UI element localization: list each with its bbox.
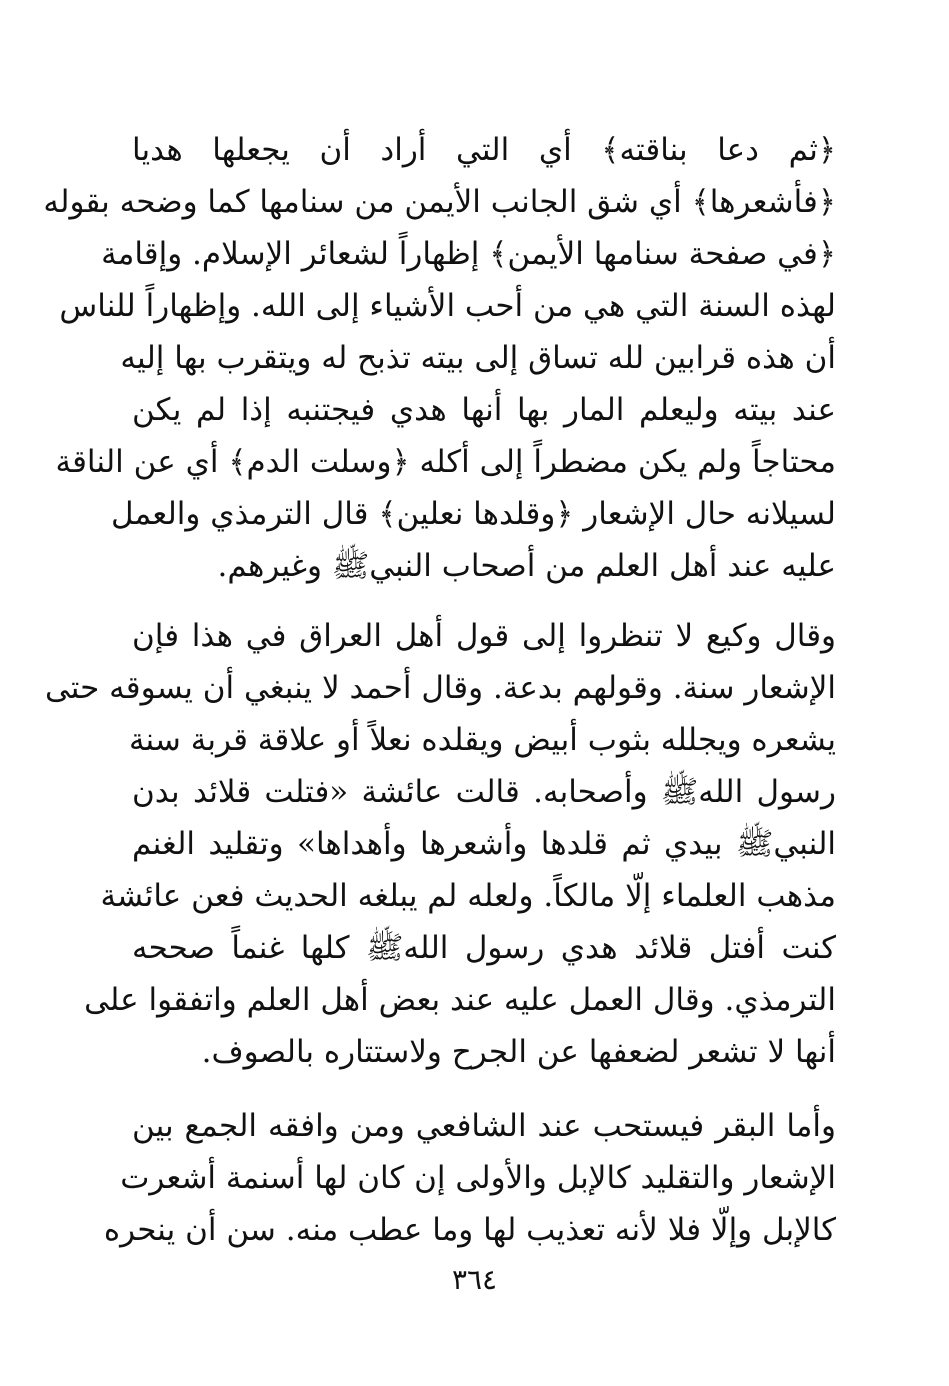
text-line: رسول اللهﷺ وأصحابه. قالت عائشة «فتلت قلائد بدن <box>132 774 836 810</box>
paragraph-2 <box>44 610 836 1078</box>
text-line: عند بيته وليعلم المار بها أنها هدي فيجتنبه إذا لم يكن <box>132 392 836 428</box>
paragraph-1 <box>43 124 836 592</box>
text-line: كنت أفتل قلائد هدي رسول اللهﷺ كلها غنماً صححه <box>132 930 836 966</box>
text-line: يشعره ويجلله بثوب أبيض ويقلده نعلاً أو علاقة قربة سنة <box>128 722 836 758</box>
text-line: لسيلانه حال الإشعار ﴿وقلدها نعلين﴾ قال الترمذي والعمل <box>110 496 836 532</box>
page-number: ٣٦٤ <box>451 1263 498 1296</box>
text-line: ﴿فأشعرها﴾ أي شق الجانب الأيمن من سنامها كما وضحه بقوله <box>43 184 836 220</box>
paragraph-3 <box>103 1100 836 1256</box>
text-line: مذهب العلماء إلّا مالكاً. ولعله لم يبلغه الحديث فعن عائشة <box>100 878 836 914</box>
text-line: أنها لا تشعر لضعفها عن الجرح ولاستتاره بالصوف. <box>201 1034 836 1070</box>
text-line: وأما البقر فيستحب عند الشافعي ومن وافقه الجمع بين <box>132 1108 836 1144</box>
text-line: عليه عند أهل العلم من أصحاب النبيﷺ وغيرهم. <box>217 548 836 584</box>
text-line: أن هذه قرابين لله تساق إلى بيته تذبح له ويتقرب بها إليه <box>120 340 836 376</box>
text-line: الإشعار والتقليد كالإبل والأولى إن كان لها أسنمة أشعرت <box>120 1160 836 1196</box>
text-line: وقال وكيع لا تنظروا إلى قول أهل العراق في هذا فإن <box>132 618 836 654</box>
text-line: الترمذي. وقال العمل عليه عند بعض أهل العلم واتفقوا على <box>84 982 836 1018</box>
text-line: ﴿ثم دعا بناقته﴾ أي التي أراد أن يجعلها هديا <box>132 132 836 168</box>
text-line: محتاجاً ولم يكن مضطراً إلى أكله ﴿وسلت الدم﴾ أي عن الناقة <box>55 444 836 480</box>
text-line: الإشعار سنة. وقولهم بدعة. وقال أحمد لا ينبغي أن يسوقه حتى <box>44 670 836 706</box>
text-line: لهذه السنة التي هي من أحب الأشياء إلى الله. وإظهاراً للناس <box>59 288 836 324</box>
text-line: ﴿في صفحة سنامها الأيمن﴾ إظهاراً لشعائر الإسلام. وإقامة <box>101 236 836 272</box>
text-line: كالإبل وإلّا فلا لأنه تعذيب لها وما عطب منه. سن أن ينحره <box>103 1212 836 1248</box>
text-line: النبيﷺ بيدي ثم قلدها وأشعرها وأهداها» وتقليد الغنم <box>132 826 836 862</box>
